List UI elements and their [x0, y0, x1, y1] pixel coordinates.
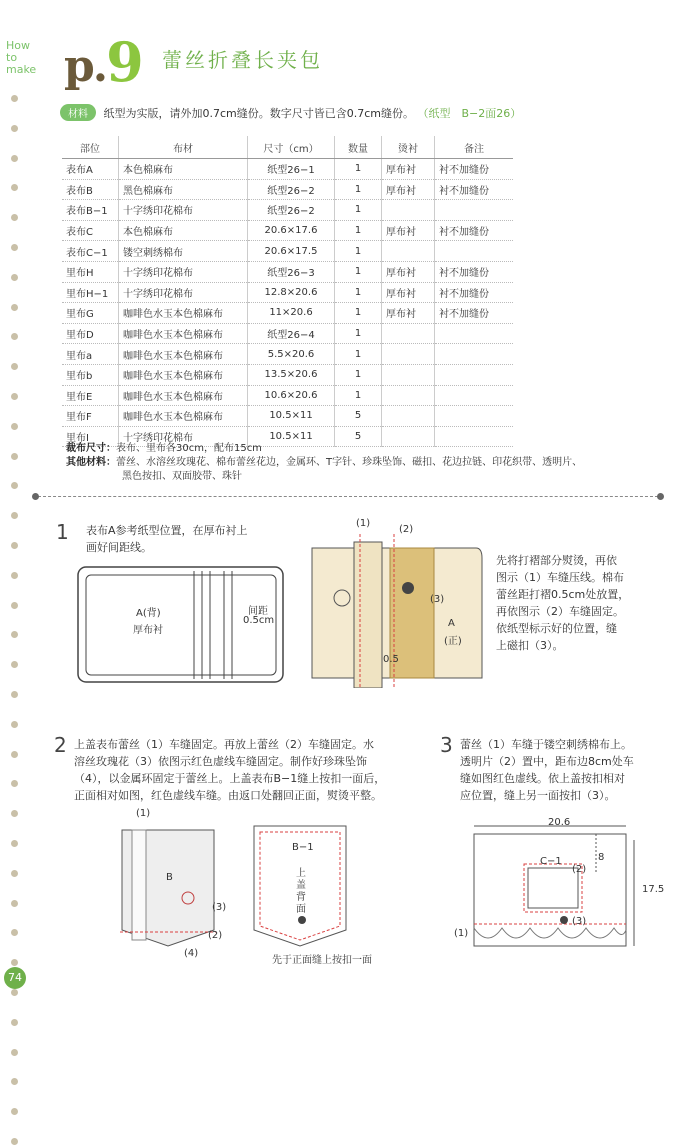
table-cell: 1 — [335, 282, 382, 303]
table-cell: 表布B — [62, 179, 119, 200]
step-1b-a: A — [448, 618, 455, 629]
step-3-height: 17.5 — [642, 884, 665, 895]
step-3-label-1: (1) — [454, 928, 469, 939]
table-row — [62, 220, 513, 241]
table-cell: 纸型26−2 — [248, 200, 335, 221]
step-3-width: 20.6 — [548, 817, 571, 828]
step-3-diagram — [466, 820, 666, 955]
table-cell: 表布C−1 — [62, 241, 119, 262]
table-cell — [382, 385, 435, 406]
table-cell: 十字绣印花棉布 — [119, 261, 248, 282]
table-cell: 表布A — [62, 159, 119, 180]
step-1b-zheng: (正) — [444, 636, 462, 647]
table-cell — [382, 344, 435, 365]
section-divider — [38, 496, 658, 497]
table-cell: 纸型26−4 — [248, 323, 335, 344]
table-row — [62, 323, 513, 344]
table-cell: 表布B−1 — [62, 200, 119, 221]
step-3-label-3: (3) — [572, 916, 587, 927]
step-1-text: 表布A参考纸型位置，在厚布衬上 画好间距线。 — [86, 524, 248, 554]
step-2-b1: B−1 — [292, 842, 314, 853]
table-cell: 厚布衬 — [382, 282, 435, 303]
table-cell: 1 — [335, 303, 382, 324]
notes: 裁布尺寸：表布、里布各30cm，配布15cm 其他材料：蕾丝、水溶丝玫瑰花、棉布蕾丝花边，金属环、T字针、珍珠坠饰、磁扣、花边拉链、印花织带、透明片、 黑色按扣、双面胶带、珠针 — [66, 443, 583, 482]
table-cell: 十字绣印花棉布 — [119, 200, 248, 221]
table-cell: 衬不加缝份 — [435, 261, 514, 282]
table-cell: 十字绣印花棉布 — [119, 426, 248, 447]
step-2-label-1: (1) — [136, 808, 151, 819]
table-cell: 厚布衬 — [382, 220, 435, 241]
table-cell: 1 — [335, 179, 382, 200]
table-cell: 10.5×11 — [248, 426, 335, 447]
table-cell: 20.6×17.5 — [248, 241, 335, 262]
table-cell — [382, 241, 435, 262]
table-cell: 13.5×20.6 — [248, 364, 335, 385]
table-cell: 10.5×11 — [248, 406, 335, 427]
table-header-row — [62, 136, 513, 159]
step-1-number: 1 — [56, 520, 69, 544]
table-cell: 衬不加缝份 — [435, 282, 514, 303]
table-row — [62, 282, 513, 303]
table-cell: 厚布衬 — [382, 159, 435, 180]
table-cell: 1 — [335, 220, 382, 241]
step-1-a-label: A(背) — [136, 608, 161, 619]
table-cell: 1 — [335, 323, 382, 344]
materials-badge: 材料 — [60, 104, 96, 121]
table-cell — [435, 364, 514, 385]
table-cell — [435, 385, 514, 406]
table-cell: 12.8×20.6 — [248, 282, 335, 303]
table-cell: 咖啡色水玉本色棉麻布 — [119, 364, 248, 385]
table-cell: 衬不加缝份 — [435, 179, 514, 200]
step-2-label-3: (3) — [212, 902, 227, 913]
table-cell: 十字绣印花棉布 — [119, 282, 248, 303]
table-cell: 里布D — [62, 323, 119, 344]
how-to-make-label: How to make — [6, 39, 37, 76]
step-1b-label-3: (3) — [430, 594, 445, 605]
table-cell: 里布F — [62, 406, 119, 427]
table-row — [62, 385, 513, 406]
table-cell: 咖啡色水玉本色棉麻布 — [119, 344, 248, 365]
decorative-dots — [9, 95, 21, 975]
table-row — [62, 261, 513, 282]
step-3-8: 8 — [598, 852, 605, 863]
table-cell: 厚布衬 — [382, 179, 435, 200]
table-cell: 纸型26−1 — [248, 159, 335, 180]
step-2-number: 2 — [54, 733, 67, 757]
step-2-diagram-b — [118, 820, 218, 950]
table-row — [62, 364, 513, 385]
table-cell: 里布H — [62, 261, 119, 282]
table-cell: 里布H−1 — [62, 282, 119, 303]
table-cell — [435, 241, 514, 262]
table-cell: 5 — [335, 406, 382, 427]
step-3-number: 3 — [440, 733, 453, 757]
table-cell — [382, 323, 435, 344]
table-cell: 纸型26−2 — [248, 179, 335, 200]
table-cell — [382, 406, 435, 427]
table-cell: 里布E — [62, 385, 119, 406]
parts-table — [62, 136, 513, 447]
col-header: 布材 — [119, 136, 248, 159]
table-cell — [382, 364, 435, 385]
materials-line: 材料 纸型为实版，请外加0.7cm缝份。数字尺寸皆已含0.7cm缝份。 （纸型 B−2面26） — [60, 104, 521, 121]
step-1b-label-2: (2) — [399, 524, 414, 535]
table-cell: 衬不加缝份 — [435, 220, 514, 241]
table-cell: 里布G — [62, 303, 119, 324]
table-cell: 纸型26−3 — [248, 261, 335, 282]
step-1b-05: 0.5 — [383, 654, 399, 665]
table-cell: 本色棉麻布 — [119, 220, 248, 241]
step-2-text: 上盖表布蕾丝（1）车缝固定。再放上蕾丝（2）车缝固定。水 溶丝玫瑰花（3）依图示红色虚线车缝固定。制作好珍珠坠饰 （4），以金属环固定于蕾丝上。上盖表布B−1缝上按扣一面后， 正面相对如图，红色虚线车缝。由返口处翻回正面，熨烫平整。 — [74, 738, 386, 802]
table-cell: 11×20.6 — [248, 303, 335, 324]
table-cell: 1 — [335, 241, 382, 262]
step-2-b: B — [166, 872, 173, 883]
col-header: 烫衬 — [382, 136, 435, 159]
table-cell: 里布a — [62, 344, 119, 365]
table-cell: 20.6×17.6 — [248, 220, 335, 241]
table-cell: 咖啡色水玉本色棉麻布 — [119, 385, 248, 406]
table-row — [62, 241, 513, 262]
table-row — [62, 179, 513, 200]
step-1b-label-1: (1) — [356, 518, 371, 529]
table-cell: 衬不加缝份 — [435, 159, 514, 180]
table-cell: 5.5×20.6 — [248, 344, 335, 365]
table-row — [62, 344, 513, 365]
page-title: 蕾丝折叠长夹包 — [162, 48, 323, 72]
table-cell: 咖啡色水玉本色棉麻布 — [119, 303, 248, 324]
table-cell: 1 — [335, 364, 382, 385]
table-cell: 表布C — [62, 220, 119, 241]
col-header: 备注 — [435, 136, 514, 159]
table-cell — [382, 200, 435, 221]
table-cell: 1 — [335, 385, 382, 406]
table-cell — [435, 323, 514, 344]
table-cell: 黑色棉麻布 — [119, 179, 248, 200]
table-row — [62, 303, 513, 324]
table-row — [62, 406, 513, 427]
table-cell: 咖啡色水玉本色棉麻布 — [119, 323, 248, 344]
step-2-label-4: (4) — [184, 948, 199, 959]
step-1-gap-val: 0.5cm — [243, 615, 275, 626]
step-3-c1: C−1 — [540, 856, 562, 867]
table-cell: 里布b — [62, 364, 119, 385]
table-cell: 1 — [335, 200, 382, 221]
step-3-text: 蕾丝（1）车缝于镂空刺绣棉布上。 透明片（2）置中，距布边8cm处车 缝如图红色虚线。依上盖按扣相对 应位置，缝上另一面按扣（3）。 — [460, 738, 634, 802]
step-1b-text: 先将打褶部分熨烫，再依 图示（1）车缝压线。棉布 蕾丝距打褶0.5cm处放置， 再依图示（2）车缝固定。 依纸型标示好的位置，缝 上磁扣（3）。 — [496, 554, 630, 652]
col-header: 尺寸（cm） — [248, 136, 335, 159]
table-cell — [435, 406, 514, 427]
table-cell: 10.6×20.6 — [248, 385, 335, 406]
table-cell — [435, 344, 514, 365]
table-cell: 1 — [335, 159, 382, 180]
table-row — [62, 159, 513, 180]
col-header: 数量 — [335, 136, 382, 159]
page-number: 74 — [4, 967, 26, 989]
table-row — [62, 200, 513, 221]
table-cell: 里布I — [62, 426, 119, 447]
table-cell — [435, 200, 514, 221]
step-2-caption: 先于正面缝上按扣一面 — [272, 955, 372, 966]
table-cell: 咖啡色水玉本色棉麻布 — [119, 406, 248, 427]
page-code: p.9 — [64, 30, 142, 94]
table-cell: 镂空刺绣棉布 — [119, 241, 248, 262]
table-cell: 厚布衬 — [382, 261, 435, 282]
step-1-gap: 间距 — [248, 606, 268, 617]
step-3-label-2: (2) — [572, 864, 587, 875]
step-2-vertical-label: 上 盖 背 面 — [296, 868, 306, 915]
table-cell: 1 — [335, 261, 382, 282]
col-header: 部位 — [62, 136, 119, 159]
table-cell: 厚布衬 — [382, 303, 435, 324]
table-cell: 1 — [335, 344, 382, 365]
table-cell: 5 — [335, 426, 382, 447]
table-cell: 衬不加缝份 — [435, 303, 514, 324]
step-1-a-sub: 厚布衬 — [133, 625, 163, 636]
table-cell: 本色棉麻布 — [119, 159, 248, 180]
step-2-label-2: (2) — [208, 930, 223, 941]
